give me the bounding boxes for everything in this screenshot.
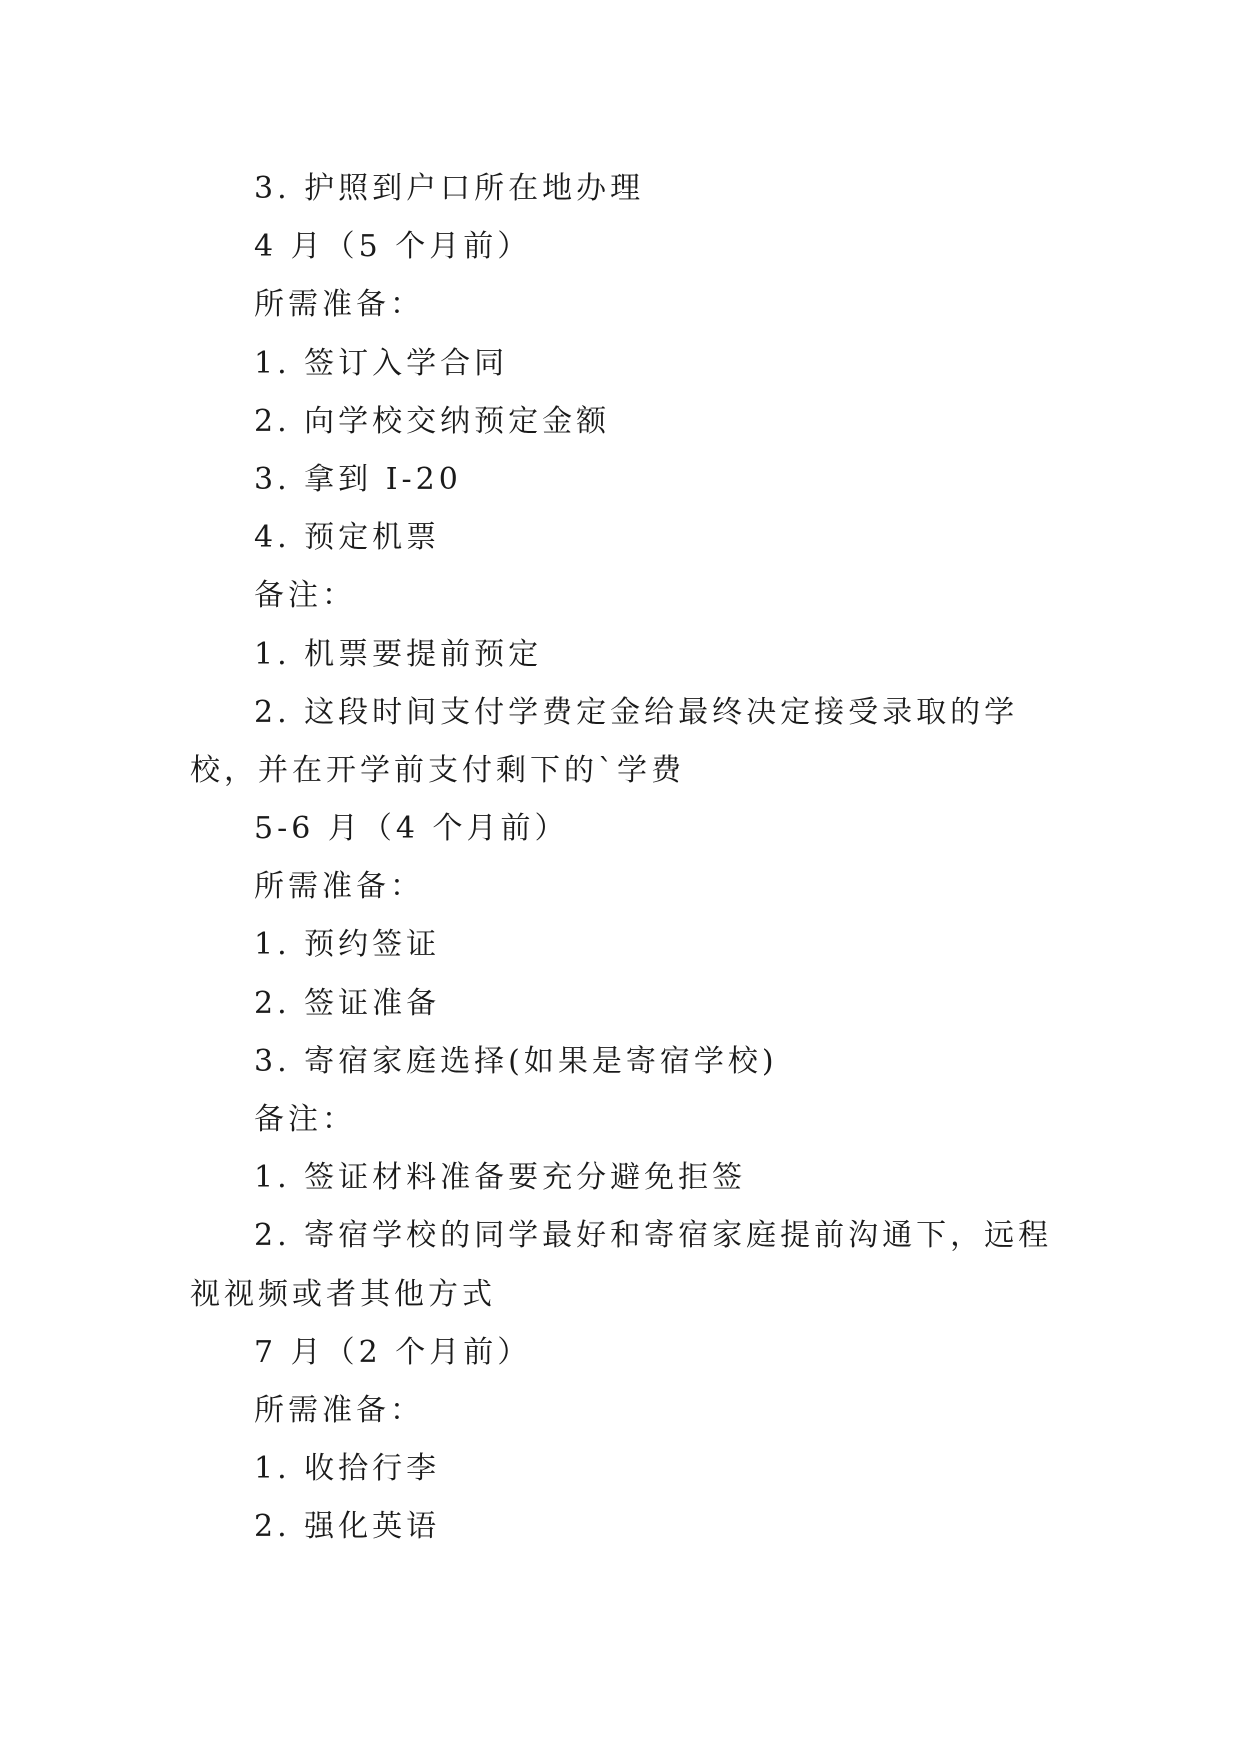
text-line: 所需准备：	[254, 869, 424, 905]
section-heading-april: 4 月（5 个月前）	[254, 229, 532, 265]
list-item: 1. 预约签证	[254, 927, 441, 963]
section-heading-may-june: 5-6 月（4 个月前）	[254, 811, 569, 847]
list-item: 3. 寄宿家庭选择(如果是寄宿学校)	[254, 1043, 778, 1079]
list-item: 2. 签证准备	[254, 985, 441, 1021]
list-item: 2. 向学校交纳预定金额	[254, 403, 611, 439]
text-line: 备注：	[254, 578, 356, 614]
list-item: 1. 签订入学合同	[254, 345, 509, 381]
list-item: 4. 预定机票	[254, 520, 441, 556]
text-line: 3. 护照到户口所在地办理	[254, 171, 645, 206]
text-line: 备注：	[254, 1102, 356, 1138]
list-item: 2. 强化英语	[254, 1509, 441, 1545]
paragraph: 2. 这段时间支付学费定金给最终决定接受录取的学校，并在开学前支付剩下的`学费	[190, 694, 1019, 788]
list-item: 1. 签证材料准备要充分避免拒签	[254, 1160, 747, 1196]
list-item: 1. 机票要提前预定	[254, 636, 543, 672]
section-heading-july: 7 月（2 个月前）	[254, 1334, 532, 1370]
text-line: 所需准备：	[254, 1393, 424, 1428]
list-item: 3. 拿到 I-20	[254, 461, 462, 497]
list-item: 1. 收拾行李	[254, 1451, 441, 1487]
document-body	[190, 160, 1070, 1557]
paragraph: 2. 寄宿学校的同学最好和寄宿家庭提前沟通下，远程视视频或者其他方式	[190, 1218, 1053, 1312]
text-line: 所需准备：	[254, 287, 424, 323]
